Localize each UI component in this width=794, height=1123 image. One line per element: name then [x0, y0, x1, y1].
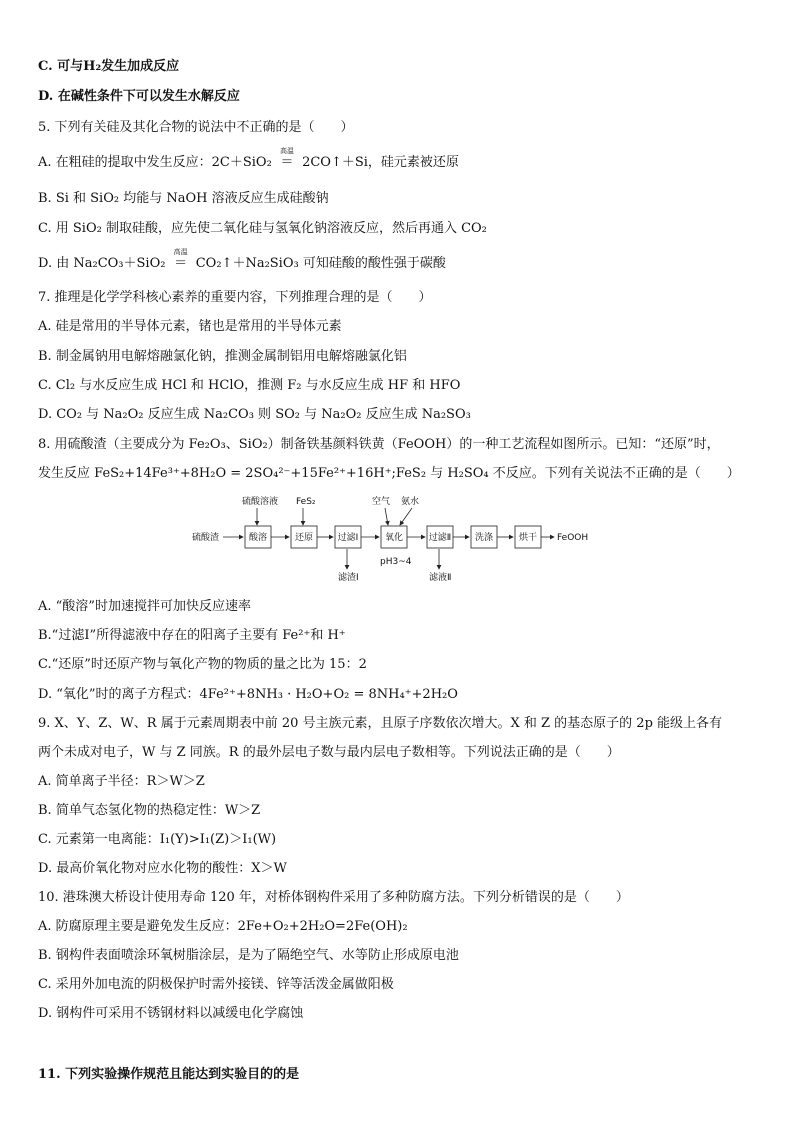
q7-stem: 7. 推理是化学学科核心素养的重要内容，下列推理合理的是（ ）: [38, 290, 432, 305]
flow-input-acid: 硫酸溶液: [242, 497, 279, 507]
q9-stem-line2: 两个未成对电子，W 与 Z 同族。R 的最外层电子数与最内层电子数相等。下列说法正确的是（ ）: [38, 745, 620, 760]
q10-stem: 10. 港珠澳大桥设计使用寿命 120 年，对桥体钢构件采用了多种防腐方法。下列分析错误的是（ ）: [38, 890, 629, 905]
q5-a-left: A. 在粗硅的提取中发生反应：2C＋SiO₂: [38, 155, 272, 170]
q4-option-d: D. 在碱性条件下可以发生水解反应: [38, 89, 240, 104]
flow-start-label: 硫酸渣: [192, 533, 220, 543]
flow-output-filtrate2: 滤液Ⅱ: [429, 573, 452, 583]
q5-d-right: CO₂↑＋Na₂SiO₃ 可知硅酸的酸性强于碳酸: [195, 256, 446, 271]
q9-option-c: C. 元素第一电离能：I₁(Y)>I₁(Z)＞I₁(W): [38, 832, 277, 847]
flow-box-label-reduce: 还原: [294, 533, 314, 543]
q5-option-d: [38, 248, 446, 273]
q8-stem-line1: 8. 用硫酸渣（主要成分为 Fe₂O₃、SiO₂）制备铁基颜料铁黄（FeOOH）的一种工艺流程如图所示。已知：“还原”时，: [38, 437, 720, 452]
q5-a-equals-sign: 高温 ＝: [276, 154, 298, 172]
q7-option-c: C. Cl₂ 与水反应生成 HCl 和 HClO，推测 F₂ 与水反应生成 HF 和 HFO: [38, 378, 461, 393]
flow-input-ammonia: 氨水: [401, 497, 420, 507]
q5-d-equals-sign: 高温 ＝: [170, 255, 192, 273]
flow-end-label: FeOOH: [557, 533, 589, 543]
process-flow-diagram: [190, 494, 610, 590]
q10-option-a: A. 防腐原理主要是避免发生反应：2Fe+O₂+2H₂O=2Fe(OH)₂: [38, 919, 408, 934]
q9-option-b: B. 简单气态氢化物的热稳定性：W＞Z: [38, 803, 261, 818]
q8-option-c: C.“还原”时还原产物与氧化产物的物质的量之比为 15：2: [38, 657, 367, 672]
flow-box-label-acid-dissolve: 酸溶: [248, 533, 268, 543]
q7-option-d: D. CO₂ 与 Na₂O₂ 反应生成 Na₂CO₃ 则 SO₂ 与 Na₂O₂ 反应生成 Na₂SO₃: [38, 407, 471, 422]
q10-option-d: D. 钢构件可采用不锈钢材料以减缓电化学腐蚀: [38, 1006, 304, 1021]
q10-option-c: C. 采用外加电流的阴极保护时需外接镁、锌等活泼金属做阳极: [38, 977, 394, 992]
flow-input-air: 空气: [372, 497, 391, 507]
flow-arrow-ammonia-in: [400, 508, 412, 525]
flow-ph-condition: pH3~4: [380, 557, 412, 567]
q5-d-condition: 高温: [173, 248, 188, 256]
q5-a-condition: 高温: [279, 147, 294, 155]
q5-stem: 5. 下列有关硅及其化合物的说法中不正确的是（ ）: [38, 120, 354, 135]
flow-box-label-wash: 洗涤: [474, 533, 494, 543]
q5-option-a: [38, 147, 459, 172]
q5-option-b: B. Si 和 SiO₂ 均能与 NaOH 溶液反应生成硅酸钠: [38, 191, 329, 206]
q7-option-b: B. 制金属钠用电解熔融氯化钠，推测金属制铝用电解熔融氯化铝: [38, 349, 407, 364]
q7-option-a: A. 硅是常用的半导体元素，锗也是常用的半导体元素: [38, 319, 342, 334]
q5-a-right: 2CO↑＋Si，硅元素被还原: [302, 155, 459, 170]
q4-option-c: C. 可与H₂发生加成反应: [38, 59, 180, 74]
flow-output-residue1: 滤渣Ⅰ: [338, 573, 359, 583]
q5-option-c: C. 用 SiO₂ 制取硅酸，应先使二氧化硅与氢氧化钠溶液反应，然后再通入 CO₂: [38, 221, 487, 236]
q8-option-a: A. “酸溶”时加速搅拌可加快反应速率: [38, 599, 251, 614]
flow-box-label-oxidize: 氧化: [384, 533, 404, 543]
q8-option-d: D. “氧化”时的离子方程式：4Fe²⁺+8NH₃ · H₂O+O₂ = 8NH₄⁺+2H₂O: [38, 687, 458, 702]
q9-option-d: D. 最高价氧化物对应水化物的酸性：X＞W: [38, 861, 287, 876]
flow-arrow-air-in: [385, 508, 388, 525]
q8-option-b: B.“过滤Ⅰ”所得滤液中存在的阳离子主要有 Fe²⁺和 H⁺: [38, 628, 346, 643]
q5-d-left: D. 由 Na₂CO₃＋SiO₂: [38, 256, 166, 271]
q9-stem-line1: 9. X、Y、Z、W、R 属于元素周期表中前 20 号主族元素，且原子序数依次增大。X 和 Z 的基态原子的 2p 能级上各有: [38, 716, 723, 731]
q9-option-a: A. 简单离子半径：R＞W＞Z: [38, 774, 205, 789]
q8-stem-line2: 发生反应 FeS₂+14Fe³⁺+8H₂O = 2SO₄²⁻+15Fe²⁺+16H⁺;FeS₂ 与 H₂SO₄ 不反应。下列有关说法不正确的是（ ）: [38, 466, 740, 481]
flow-box-label-filter-1: 过滤Ⅰ: [337, 533, 359, 543]
flow-box-label-filter-2: 过滤Ⅱ: [428, 533, 452, 543]
flow-input-fes2: FeS₂: [296, 497, 316, 507]
flow-box-label-dry: 烘干: [518, 533, 538, 543]
q11-stem: 11. 下列实验操作规范且能达到实验目的的是: [38, 1067, 300, 1082]
q10-option-b: B. 钢构件表面喷涂环氧树脂涂层，是为了隔绝空气、水等防止形成原电池: [38, 948, 459, 963]
